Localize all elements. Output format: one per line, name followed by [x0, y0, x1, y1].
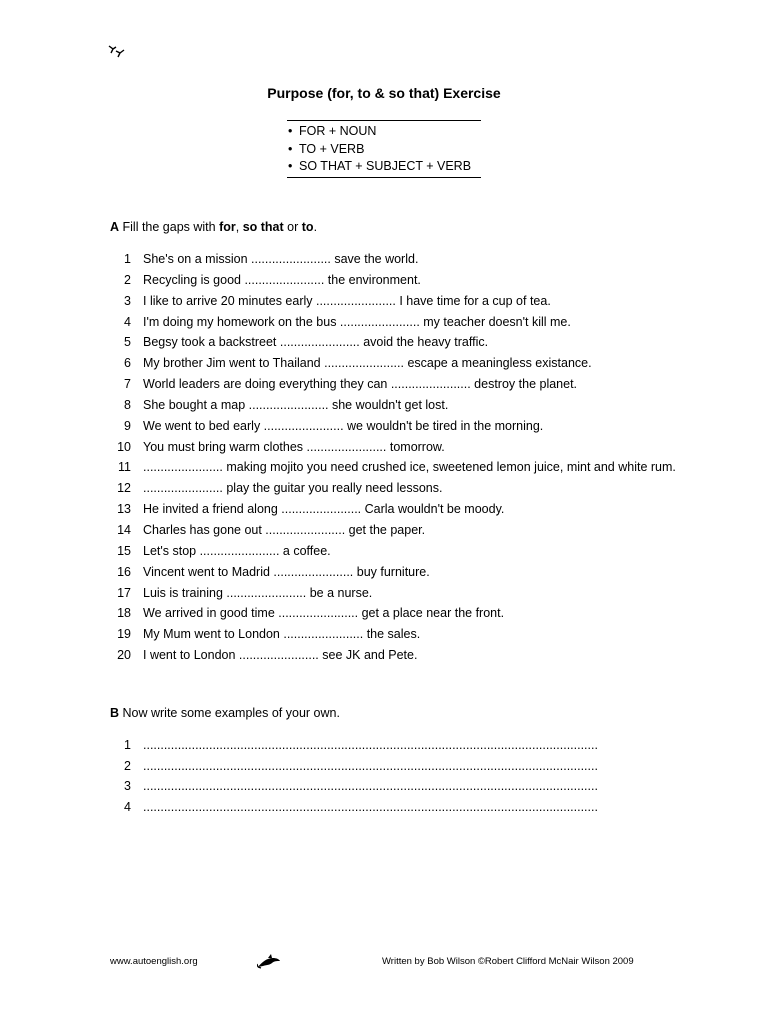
- keyword-so-that: so that: [242, 220, 284, 234]
- dolphin-logo-icon: [257, 953, 281, 969]
- item-text: Luis is training ....................... be a nurse.: [143, 585, 373, 600]
- item-text: ....................... making mojito you need crushed ice, sweetened lemon juice, mint and white rum.: [143, 460, 676, 475]
- dotted-line: ...................................................................................................................................: [143, 758, 598, 773]
- exercise-item: [110, 438, 710, 459]
- exercise-item: [110, 646, 710, 667]
- item-text: She bought a map ....................... she wouldn't get lost.: [143, 397, 449, 412]
- item-number: 1: [124, 738, 131, 752]
- dotted-line: ...................................................................................................................................: [143, 800, 598, 815]
- item-text: We went to bed early ....................... we wouldn't be tired in the morning.: [143, 418, 544, 433]
- item-text: I'm doing my homework on the bus ....................... my teacher doesn't kill me.: [143, 314, 571, 329]
- rule-text: SO THAT + SUBJECT + VERB: [299, 159, 472, 173]
- exercise-item: [110, 313, 710, 334]
- item-text: Recycling is good ....................... the environment.: [143, 272, 421, 287]
- item-number: 9: [124, 418, 131, 433]
- item-number: 4: [124, 314, 131, 329]
- exercise-a-list: [110, 250, 710, 667]
- section-b-instruction: [110, 706, 340, 720]
- item-text: ....................... play the guitar you really need lessons.: [143, 481, 443, 496]
- exercise-b-list: [110, 736, 710, 819]
- item-text: He invited a friend along ....................... Carla wouldn't be moody.: [143, 502, 505, 517]
- item-number: 2: [124, 272, 131, 287]
- item-text: You must bring warm clothes ....................... tomorrow.: [143, 439, 445, 454]
- item-text: Charles has gone out ....................... get the paper.: [143, 522, 426, 537]
- exercise-item: [110, 625, 710, 646]
- writing-line: [110, 736, 710, 757]
- item-number: 11: [118, 460, 131, 475]
- writing-line: [110, 798, 710, 819]
- keyword-to: to: [301, 220, 314, 234]
- exercise-item: [110, 417, 710, 438]
- item-number: 12: [117, 481, 131, 496]
- dotted-line: ...................................................................................................................................: [143, 779, 598, 794]
- section-a-letter: A: [110, 220, 120, 234]
- instruction-text: Now write some examples of your own.: [119, 706, 340, 720]
- section-a-instruction: [110, 220, 317, 234]
- item-text: She's on a mission ....................... save the world.: [143, 252, 419, 266]
- section-b-letter: B: [110, 706, 120, 720]
- writing-line: [110, 777, 710, 798]
- item-number: 1: [124, 252, 131, 266]
- footer-website[interactable]: www.autoenglish.org: [110, 956, 198, 967]
- item-number: 13: [117, 502, 131, 517]
- item-text: Let's stop ....................... a coffee.: [143, 543, 331, 558]
- item-text: Vincent went to Madrid ....................... buy furniture.: [143, 564, 430, 579]
- exercise-item: [110, 521, 710, 542]
- item-number: 16: [117, 564, 131, 579]
- bullet-icon: •: [288, 141, 293, 156]
- item-text: Begsy took a backstreet ....................... avoid the heavy traffic.: [143, 335, 489, 350]
- instruction-text: ,: [235, 220, 243, 234]
- item-number: 10: [117, 439, 131, 454]
- item-number: 14: [117, 522, 131, 537]
- exercise-item: [110, 333, 710, 354]
- item-number: 2: [124, 758, 131, 773]
- item-text: I like to arrive 20 minutes early ....................... I have time for a cup of tea.: [143, 293, 551, 308]
- exercise-item: [110, 584, 710, 605]
- item-number: 18: [117, 606, 131, 621]
- exercise-item: [110, 396, 710, 417]
- item-number: 5: [124, 335, 131, 350]
- rules-box: [287, 120, 481, 178]
- bird-logo-icon: [108, 44, 126, 58]
- exercise-item: [110, 271, 710, 292]
- instruction-text: or: [283, 220, 302, 234]
- rule-item: [287, 158, 481, 176]
- item-number: 17: [117, 585, 131, 600]
- exercise-item: [110, 563, 710, 584]
- instruction-text: .: [313, 220, 318, 234]
- item-number: 7: [124, 377, 131, 392]
- exercise-item: [110, 542, 710, 563]
- item-number: 8: [124, 397, 131, 412]
- item-text: My Mum went to London ....................... the sales.: [143, 627, 421, 642]
- rule-text: TO + VERB: [299, 141, 365, 156]
- exercise-item: [110, 250, 710, 271]
- bullet-icon: •: [288, 159, 293, 173]
- footer-credit: Written by Bob Wilson ©Robert Clifford McNair Wilson 2009: [382, 956, 634, 967]
- item-number: 3: [124, 293, 131, 308]
- item-number: 4: [124, 800, 131, 815]
- item-text: We arrived in good time ....................... get a place near the front.: [143, 606, 505, 621]
- exercise-item: [110, 458, 710, 479]
- instruction-text: Fill the gaps with: [119, 220, 220, 234]
- item-text: My brother Jim went to Thailand ....................... escape a meaningless existance.: [143, 356, 592, 371]
- item-text: I went to London ....................... see JK and Pete.: [143, 648, 418, 663]
- item-number: 19: [117, 627, 131, 642]
- item-number: 15: [117, 543, 131, 558]
- exercise-item: [110, 292, 710, 313]
- bullet-icon: •: [288, 124, 293, 138]
- dotted-line: ...................................................................................................................................: [143, 738, 598, 752]
- exercise-item: [110, 604, 710, 625]
- keyword-for: for: [219, 220, 236, 234]
- item-text: World leaders are doing everything they can ....................... destroy the planet.: [143, 377, 578, 392]
- exercise-item: [110, 500, 710, 521]
- item-number: 3: [124, 779, 131, 794]
- item-number: 6: [124, 356, 131, 371]
- rule-text: FOR + NOUN: [299, 124, 377, 138]
- rule-item: [287, 123, 481, 141]
- exercise-item: [110, 375, 710, 396]
- item-number: 20: [117, 648, 131, 663]
- writing-line: [110, 757, 710, 778]
- exercise-item: [110, 479, 710, 500]
- rule-item: [287, 141, 481, 159]
- exercise-item: [110, 354, 710, 375]
- page-title: Purpose (for, to & so that) Exercise: [267, 85, 501, 101]
